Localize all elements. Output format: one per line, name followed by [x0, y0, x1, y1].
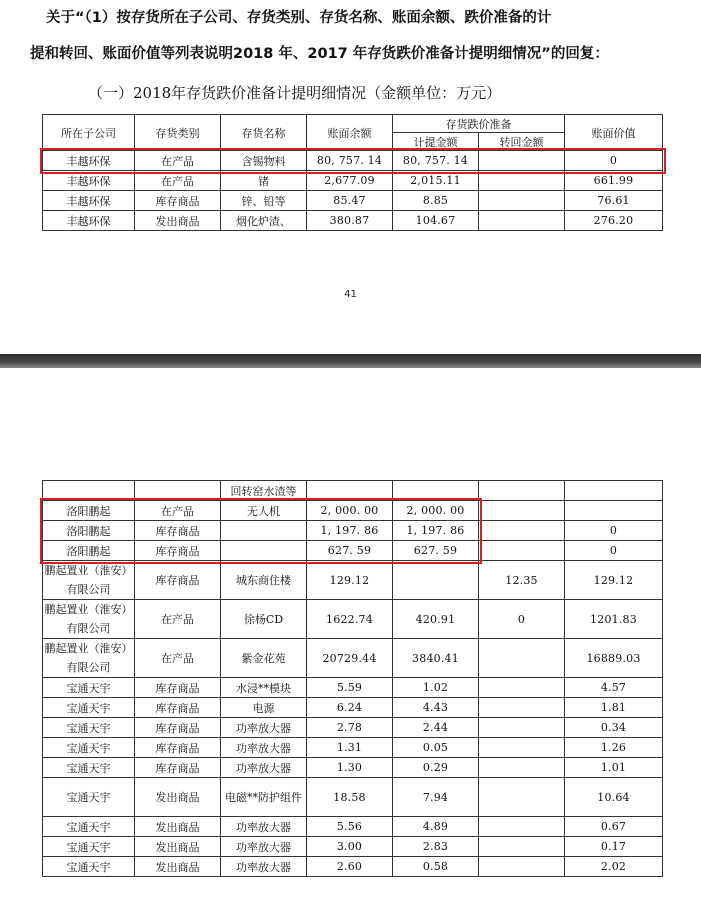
- cell-reversal: 12.35: [479, 561, 565, 600]
- cell-book-value: 1.01: [565, 758, 663, 778]
- cell-name: 徐杨CD: [221, 600, 307, 639]
- cell-category: 在产品: [135, 501, 221, 521]
- cell-provision: 627. 59: [393, 541, 479, 561]
- cell-name: 烟化炉渣、: [221, 211, 307, 231]
- cell-name: 电磁**防护组件: [221, 778, 307, 817]
- cell-category: 库存商品: [135, 738, 221, 758]
- cell-subsidiary: 丰越环保: [43, 211, 135, 231]
- cell-category: 库存商品: [135, 521, 221, 541]
- cell-category: 在产品: [135, 151, 221, 171]
- cell-book-value: 1.26: [565, 738, 663, 758]
- cell-provision: 0.58: [393, 857, 479, 877]
- cell-subsidiary: 洛阳鹏起: [43, 501, 135, 521]
- cell-reversal: [479, 501, 565, 521]
- table-row: [43, 481, 663, 501]
- cell-provision: 8.85: [393, 191, 479, 211]
- cell-book-balance: 5.59: [307, 678, 393, 698]
- cell-reversal: [479, 718, 565, 738]
- cell-subsidiary: 宝通天宇: [43, 817, 135, 837]
- cell-name: 功率放大器: [221, 758, 307, 778]
- cell-provision: [393, 561, 479, 600]
- header-name: 存货名称: [221, 115, 307, 151]
- cell-book-balance: 5.56: [307, 817, 393, 837]
- cell-name: [221, 521, 307, 541]
- cell-provision: 3840.41: [393, 639, 479, 678]
- page-divider: [0, 354, 701, 368]
- cell-book-balance: 3.00: [307, 837, 393, 857]
- cell-name: 功率放大器: [221, 718, 307, 738]
- cell-name: 城东商住楼: [221, 561, 307, 600]
- cell-subsidiary: [43, 481, 135, 501]
- table-row: [43, 211, 663, 231]
- cell-subsidiary: 丰越环保: [43, 171, 135, 191]
- cell-book-value: 0: [565, 521, 663, 541]
- table-row: [43, 639, 663, 678]
- cell-book-balance: 85.47: [307, 191, 393, 211]
- cell-name: [221, 541, 307, 561]
- cell-book-balance: 80, 757. 14: [307, 151, 393, 171]
- table-row: [43, 171, 663, 191]
- cell-subsidiary: 宝通天宇: [43, 678, 135, 698]
- table-row: [43, 857, 663, 877]
- cell-book-balance: 18.58: [307, 778, 393, 817]
- cell-provision: [393, 481, 479, 501]
- cell-reversal: 0: [479, 600, 565, 639]
- header-reversal: 转回金额: [479, 133, 565, 151]
- cell-provision: 104.67: [393, 211, 479, 231]
- table-row: [43, 600, 663, 639]
- cell-book-balance: [307, 481, 393, 501]
- cell-book-balance: 2.78: [307, 718, 393, 738]
- cell-category: 在产品: [135, 639, 221, 678]
- cell-book-value: 2.02: [565, 857, 663, 877]
- provision-table-top-body: [43, 151, 663, 231]
- page-number: 41: [344, 289, 357, 300]
- cell-book-balance: 1, 197. 86: [307, 521, 393, 541]
- cell-category: 发出商品: [135, 817, 221, 837]
- cell-category: 库存商品: [135, 678, 221, 698]
- cell-category: 库存商品: [135, 191, 221, 211]
- cell-book-balance: 20729.44: [307, 639, 393, 678]
- cell-subsidiary: 宝通天宇: [43, 837, 135, 857]
- cell-provision: 1, 197. 86: [393, 521, 479, 541]
- cell-book-value: 0: [565, 541, 663, 561]
- cell-category: 发出商品: [135, 857, 221, 877]
- cell-name: 回转窑水渣等: [221, 481, 307, 501]
- table-row: [43, 817, 663, 837]
- cell-reversal: [479, 698, 565, 718]
- cell-subsidiary: 宝通天宇: [43, 698, 135, 718]
- cell-subsidiary: 洛阳鹏起: [43, 541, 135, 561]
- cell-reversal: [479, 151, 565, 171]
- cell-book-balance: 2.60: [307, 857, 393, 877]
- cell-reversal: [479, 639, 565, 678]
- cell-name: 水浸**模块: [221, 678, 307, 698]
- cell-book-balance: 6.24: [307, 698, 393, 718]
- cell-name: 紫金花苑: [221, 639, 307, 678]
- cell-name: 功率放大器: [221, 817, 307, 837]
- cell-subsidiary: 丰越环保: [43, 191, 135, 211]
- cell-subsidiary: 丰越环保: [43, 151, 135, 171]
- cell-subsidiary: 宝通天宇: [43, 857, 135, 877]
- table-row: [43, 501, 663, 521]
- cell-book-value: 0.34: [565, 718, 663, 738]
- provision-table-continued-body: [43, 481, 663, 877]
- cell-subsidiary: 鹏起置业（淮安）有限公司: [43, 561, 135, 600]
- table-row: [43, 191, 663, 211]
- cell-provision: 2,015.11: [393, 171, 479, 191]
- cell-category: 库存商品: [135, 718, 221, 738]
- cell-book-value: 76.61: [565, 191, 663, 211]
- header-provision: 计提金额: [393, 133, 479, 151]
- cell-subsidiary: 鹏起置业（淮安）有限公司: [43, 600, 135, 639]
- cell-reversal: [479, 837, 565, 857]
- cell-provision: 2.83: [393, 837, 479, 857]
- cell-book-value: 16889.03: [565, 639, 663, 678]
- cell-reversal: [479, 171, 565, 191]
- cell-book-value: 129.12: [565, 561, 663, 600]
- table-row: [43, 541, 663, 561]
- cell-subsidiary: 宝通天宇: [43, 718, 135, 738]
- cell-provision: 0.05: [393, 738, 479, 758]
- cell-provision: 4.89: [393, 817, 479, 837]
- provision-table-continued: [42, 480, 663, 877]
- cell-name: 锌、铅等: [221, 191, 307, 211]
- cell-book-balance: 2, 000. 00: [307, 501, 393, 521]
- cell-name: 含锡物料: [221, 151, 307, 171]
- cell-name: 功率放大器: [221, 857, 307, 877]
- table-row: [43, 837, 663, 857]
- cell-category: 在产品: [135, 600, 221, 639]
- cell-reversal: [479, 481, 565, 501]
- cell-name: 电源: [221, 698, 307, 718]
- table-row: [43, 698, 663, 718]
- header-provision-group: 存货跌价准备: [393, 115, 565, 133]
- cell-book-balance: 129.12: [307, 561, 393, 600]
- cell-book-balance: 1622.74: [307, 600, 393, 639]
- cell-category: 库存商品: [135, 698, 221, 718]
- cell-reversal: [479, 211, 565, 231]
- cell-category: 发出商品: [135, 778, 221, 817]
- table-row: [43, 738, 663, 758]
- cell-provision: 2, 000. 00: [393, 501, 479, 521]
- reply-title: [30, 0, 680, 72]
- cell-subsidiary: 宝通天宇: [43, 778, 135, 817]
- header-subsidiary: 所在子公司: [43, 115, 135, 151]
- table-row: [43, 521, 663, 541]
- cell-book-value: 4.57: [565, 678, 663, 698]
- cell-book-value: [565, 501, 663, 521]
- cell-category: 库存商品: [135, 541, 221, 561]
- cell-provision: 1.02: [393, 678, 479, 698]
- cell-provision: 7.94: [393, 778, 479, 817]
- cell-book-balance: 1.31: [307, 738, 393, 758]
- cell-reversal: [479, 758, 565, 778]
- table-row: [43, 718, 663, 738]
- cell-book-value: 661.99: [565, 171, 663, 191]
- cell-category: 库存商品: [135, 561, 221, 600]
- cell-book-value: 0: [565, 151, 663, 171]
- cell-book-value: 1201.83: [565, 600, 663, 639]
- cell-reversal: [479, 541, 565, 561]
- table-row: [43, 678, 663, 698]
- cell-subsidiary: 宝通天宇: [43, 758, 135, 778]
- header-category: 存货类别: [135, 115, 221, 151]
- cell-book-value: 0.67: [565, 817, 663, 837]
- cell-book-value: 0.17: [565, 837, 663, 857]
- cell-book-balance: 380.87: [307, 211, 393, 231]
- cell-reversal: [479, 521, 565, 541]
- cell-book-balance: 627. 59: [307, 541, 393, 561]
- cell-book-value: 10.64: [565, 778, 663, 817]
- cell-reversal: [479, 738, 565, 758]
- cell-reversal: [479, 778, 565, 817]
- header-book-value: 账面价值: [565, 115, 663, 151]
- header-book-balance: 账面余额: [307, 115, 393, 151]
- cell-provision: 2.44: [393, 718, 479, 738]
- cell-book-balance: 2,677.09: [307, 171, 393, 191]
- cell-name: 无人机: [221, 501, 307, 521]
- table-row: [43, 778, 663, 817]
- reply-title-line-1: 关于“（1）按存货所在子公司、存货类别、存货名称、账面余额、跌价准备的计: [46, 10, 552, 26]
- cell-reversal: [479, 678, 565, 698]
- cell-name: 锗: [221, 171, 307, 191]
- cell-provision: 80, 757. 14: [393, 151, 479, 171]
- cell-book-value: [565, 481, 663, 501]
- cell-category: 发出商品: [135, 211, 221, 231]
- cell-category: 发出商品: [135, 837, 221, 857]
- cell-subsidiary: 鹏起置业（淮安）有限公司: [43, 639, 135, 678]
- table-row: [43, 758, 663, 778]
- table-row: [43, 561, 663, 600]
- cell-provision: 420.91: [393, 600, 479, 639]
- provision-table-top: [42, 114, 663, 231]
- cell-category: [135, 481, 221, 501]
- cell-category: 在产品: [135, 171, 221, 191]
- cell-subsidiary: 宝通天宇: [43, 738, 135, 758]
- cell-provision: 4.43: [393, 698, 479, 718]
- cell-name: 功率放大器: [221, 738, 307, 758]
- cell-book-value: 1.81: [565, 698, 663, 718]
- cell-reversal: [479, 191, 565, 211]
- cell-book-balance: 1.30: [307, 758, 393, 778]
- cell-provision: 0.29: [393, 758, 479, 778]
- cell-subsidiary: 洛阳鹏起: [43, 521, 135, 541]
- reply-title-line-2: 提和转回、账面价值等列表说明2018 年、2017 年存货跌价准备计提明细情况”的回复：: [30, 46, 609, 62]
- cell-reversal: [479, 817, 565, 837]
- section-title: （一）2018年存货跌价准备计提明细情况（金额单位：万元）: [88, 84, 502, 102]
- cell-name: 功率放大器: [221, 837, 307, 857]
- cell-reversal: [479, 857, 565, 877]
- cell-book-value: 276.20: [565, 211, 663, 231]
- cell-category: 库存商品: [135, 758, 221, 778]
- table-row: [43, 151, 663, 171]
